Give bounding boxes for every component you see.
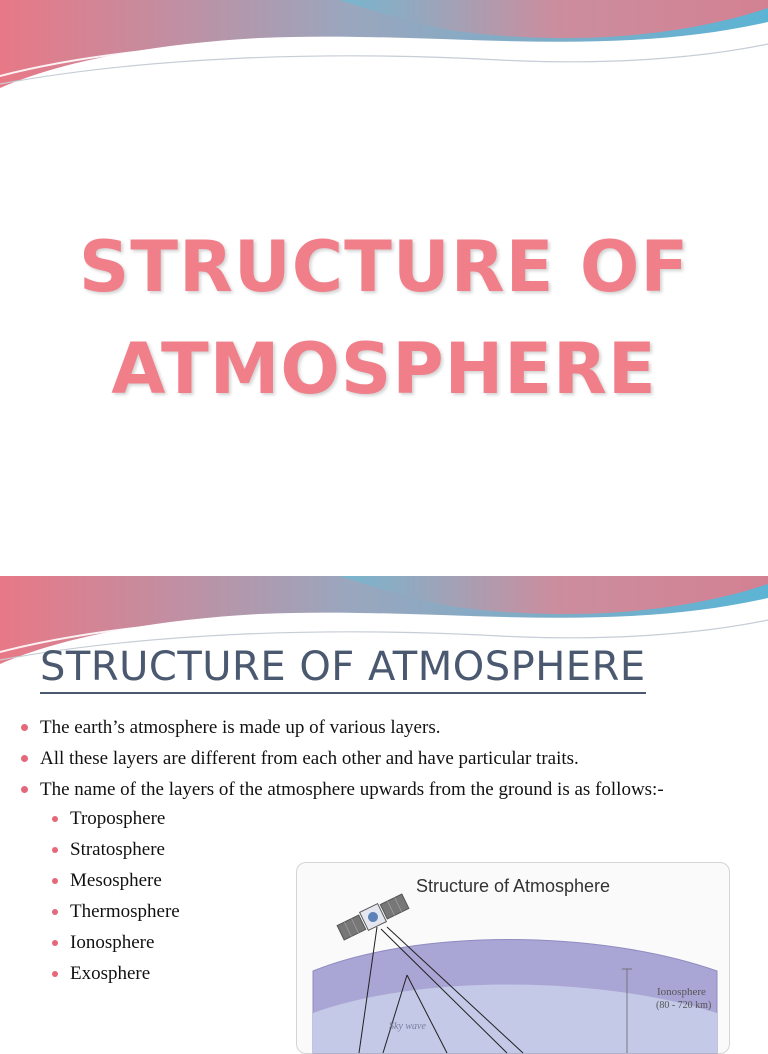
diagram-title: Structure of Atmosphere — [415, 876, 611, 896]
layer-item-ionosphere: Ionosphere — [50, 931, 710, 954]
layer-item-thermosphere: Thermosphere — [50, 900, 710, 923]
bullet-item: All these layers are different from each other and have particular traits. — [20, 747, 710, 770]
layer-item-stratosphere: Stratosphere — [50, 838, 710, 861]
sky-wave-label: Sky wave — [389, 1021, 426, 1032]
slide-heading: STRUCTURE OF ATMOSPHERE — [40, 644, 646, 694]
layer-item-troposphere: Troposphere — [50, 807, 710, 830]
ionosphere-range-label: (80 - 720 km) — [656, 1000, 712, 1011]
layer-item-exosphere: Exosphere — [50, 962, 710, 985]
content-slide — [0, 576, 768, 1032]
layer-item-mesosphere: Mesosphere — [50, 869, 710, 892]
atmosphere-diagram — [296, 862, 730, 1054]
satellite-icon — [336, 892, 409, 942]
slide-title-line-2: ATMOSPHERE — [111, 328, 657, 410]
bullet-text: The name of the layers of the atmosphere upwards from the ground is as follows:- — [40, 779, 664, 800]
slide-title-line-1: STRUCTURE OF — [78, 226, 690, 308]
header-swoosh-decoration — [0, 0, 768, 95]
bullet-item: The earth’s atmosphere is made up of various layers. — [20, 716, 710, 739]
ionosphere-label: Ionosphere — [657, 986, 706, 998]
